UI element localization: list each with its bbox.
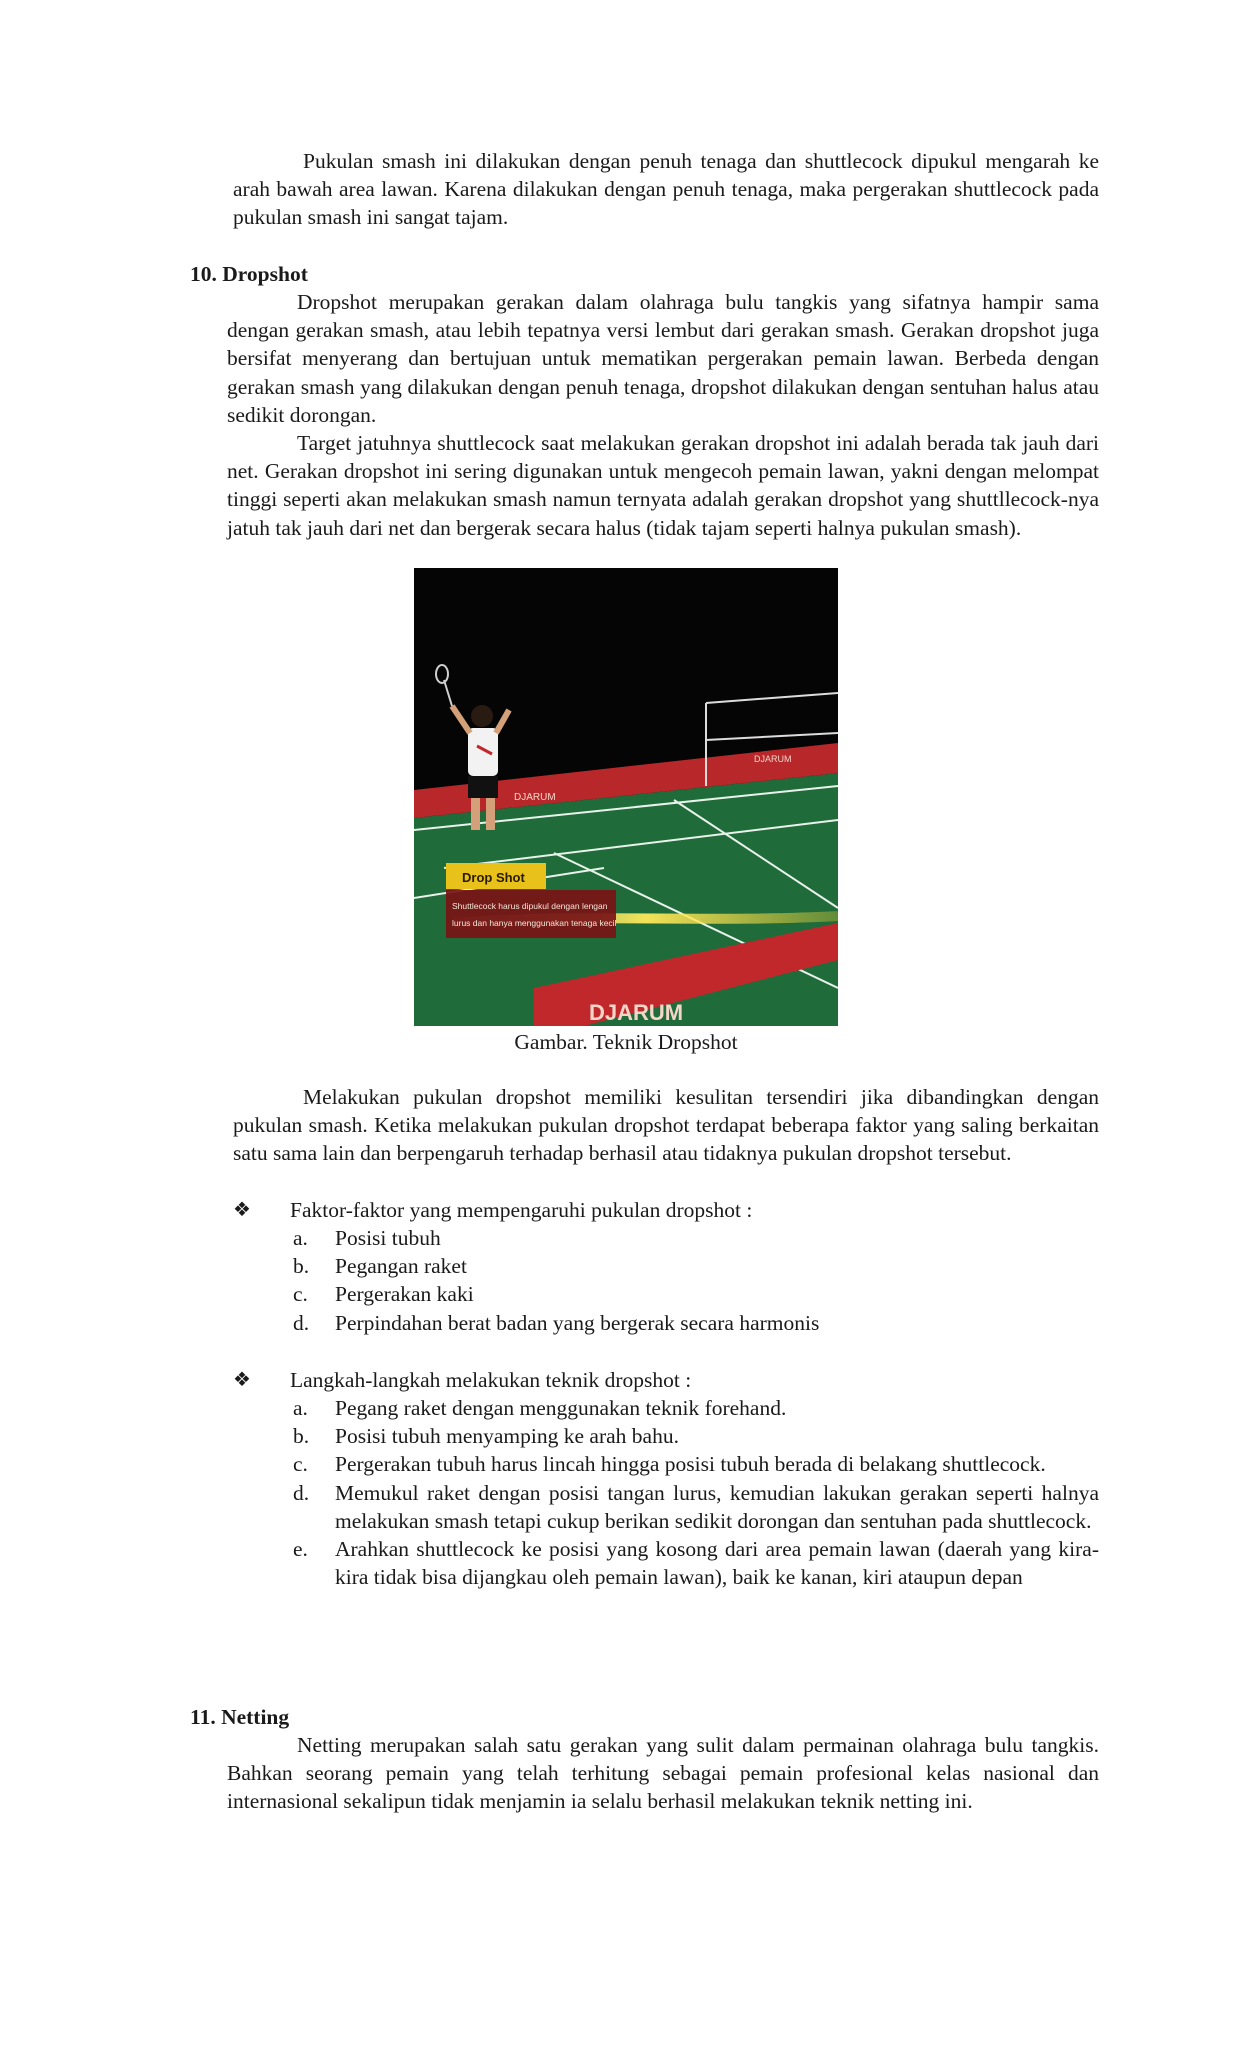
list-item <box>293 1450 1099 1478</box>
label-line-1: Shuttlecock harus dipukul dengan lengan <box>452 901 608 911</box>
banner-text-left: DJARUM <box>514 792 556 803</box>
banner-text-right: DJARUM <box>754 754 792 764</box>
list-marker: b. <box>293 1254 310 1279</box>
list-item <box>293 1479 1099 1535</box>
list-item-text: Pegang raket dengan menggunakan teknik forehand. <box>335 1396 787 1420</box>
list-marker: c. <box>293 1282 308 1307</box>
list-item-text: Perpindahan berat badan yang bergerak secara harmonis <box>335 1310 820 1335</box>
list-item-text: Arahkan shuttlecock ke posisi yang kosong dari area pemain lawan (daerah yang kira-kira tidak bisa dijangkau oleh pemain lawan), baik ke kanan, kiri ataupun depan <box>335 1537 1099 1590</box>
netting-paragraph: Netting merupakan salah satu gerakan yang sulit dalam permainan olahraga bulu tangkis. Bahkan seorang pemain yang telah terhitung sebagai pemain profesional kelas nasional dan internasional sekalipun tidak menjamin ia selalu berhasil melakukan teknik netting ini. <box>227 1733 1099 1814</box>
factors-bullet-icon: ❖ <box>233 1199 251 1221</box>
list-item <box>293 1394 1099 1422</box>
list-marker: e. <box>293 1537 308 1562</box>
list-item <box>293 1280 1099 1308</box>
steps-list <box>293 1394 1099 1591</box>
list-item-text: Pergerakan kaki <box>335 1282 474 1307</box>
list-item-text: Posisi tubuh menyamping ke arah bahu. <box>335 1424 679 1449</box>
list-item <box>293 1422 1099 1450</box>
list-marker: c. <box>293 1452 308 1477</box>
list-item-text: Pegangan raket <box>335 1254 467 1279</box>
list-item-text: Pergerakan tubuh harus lincah hingga posisi tubuh berada di belakang shuttlecock. <box>335 1452 1046 1477</box>
steps-title: Langkah-langkah melakukan teknik dropshot : <box>290 1368 692 1392</box>
dropshot-figure-image <box>414 568 838 1026</box>
list-marker: d. <box>293 1480 310 1505</box>
section-heading-netting: 11. Netting <box>190 1705 290 1729</box>
factors-title: Faktor-faktor yang mempengaruhi pukulan dropshot : <box>290 1198 753 1222</box>
list-item <box>293 1535 1099 1591</box>
factors-list <box>293 1224 1099 1337</box>
list-item <box>293 1224 1099 1252</box>
label-body-bg <box>446 890 616 938</box>
list-marker: a. <box>293 1396 308 1420</box>
list-marker: b. <box>293 1424 310 1449</box>
dropshot-paragraph-3: Melakukan pukulan dropshot memiliki kesulitan tersendiri jika dibandingkan dengan pukulan smash. Ketika melakukan pukulan dropshot terdapat beberapa faktor yang saling berkaitan satu sama lain dan berpengaruh terhadap berhasil atau tidaknya pukulan dropshot tersebut. <box>233 1085 1099 1166</box>
steps-bullet-icon: ❖ <box>233 1369 251 1391</box>
list-marker: a. <box>293 1226 308 1250</box>
list-item <box>293 1252 1099 1280</box>
figure-caption: Gambar. Teknik Dropshot <box>514 1030 738 1054</box>
dropshot-paragraph-1: Dropshot merupakan gerakan dalam olahraga bulu tangkis yang sifatnya hampir sama dengan gerakan smash, atau lebih tepatnya versi lembut dari gerakan smash. Gerakan dropshot juga bersifat menyerang dan bertujuan untuk mematikan pergerakan pemain lawan. Berbeda dengan gerakan smash yang dilakukan dengan penuh tenaga, dropshot dilakukan dengan sentuhan halus atau sedikit dorongan. <box>227 290 1099 427</box>
list-item-text: Posisi tubuh <box>335 1226 441 1250</box>
label-line-2: lurus dan hanya menggunakan tenaga kecil <box>452 918 617 928</box>
banner-text-front: DJARUM <box>589 1000 684 1025</box>
list-item <box>293 1309 1099 1337</box>
section-heading-dropshot: 10. Dropshot <box>190 262 308 286</box>
intro-paragraph: Pukulan smash ini dilakukan dengan penuh tenaga dan shuttlecock dipukul mengarah ke arah bawah area lawan. Karena dilakukan dengan penuh tenaga, maka pergerakan shuttlecock pada pukulan smash ini sangat tajam. <box>233 149 1099 230</box>
label-title: Drop Shot <box>462 870 525 885</box>
list-item-text: Memukul raket dengan posisi tangan lurus, kemudian lakukan gerakan seperti halnya melakukan smash tetapi cukup berikan sedikit dorongan dan sentuhan pada shuttlecock. <box>335 1480 1099 1533</box>
dropshot-paragraph-2: Target jatuhnya shuttlecock saat melakukan gerakan dropshot ini adalah berada tak jauh dari net. Gerakan dropshot ini sering digunakan untuk mengecoh pemain lawan, yakni dengan melompat tinggi seperti akan melakukan smash namun ternyata adalah gerakan dropshot yang shuttllecock-nya jatuh tak jauh dari net dan bergerak secara halus (tidak tajam seperti halnya pukulan smash). <box>227 431 1099 540</box>
list-marker: d. <box>293 1310 310 1335</box>
